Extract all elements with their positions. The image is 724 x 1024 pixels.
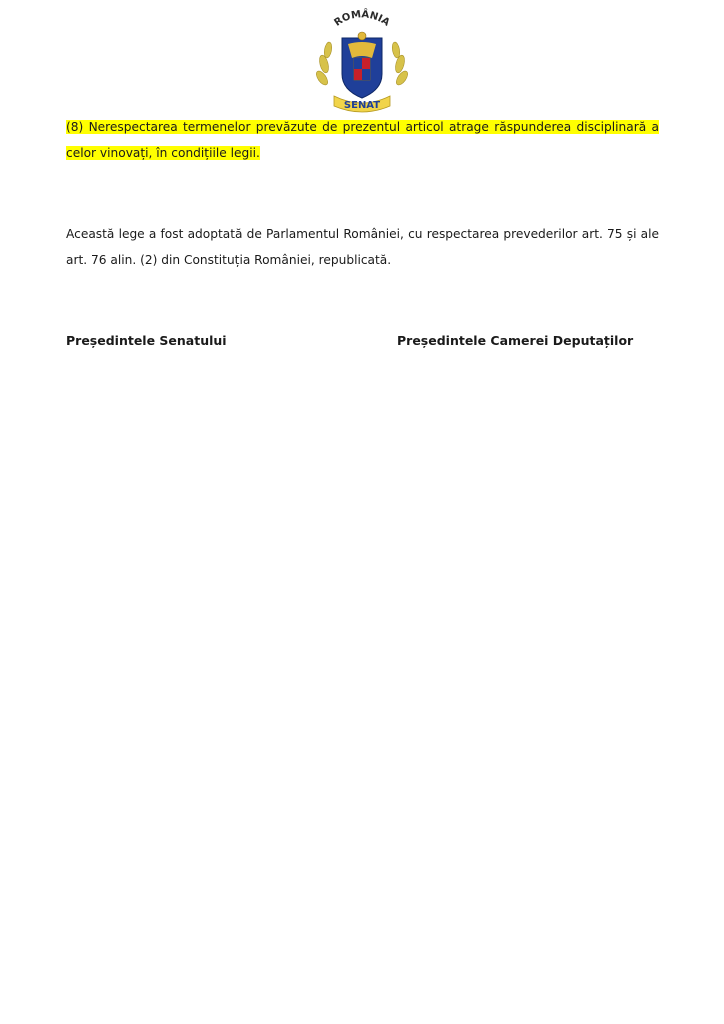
eagle-shield	[342, 32, 382, 98]
paragraph-8-text: (8) Nerespectarea termenelor prevăzute de prezentul articol atrage răspunderea disciplinară a celor vinovați, în condițiile legii.	[66, 120, 659, 160]
signature-senate-president: Președintele Senatului	[66, 333, 227, 348]
adoption-statement: Această lege a fost adoptată de Parlamentul României, cu respectarea prevederilor art. 75 și ale art. 76 alin. (2) din Constituția României, republicată.	[66, 227, 659, 267]
signature-chamber-president: Președintele Camerei Deputaților	[397, 333, 634, 348]
senate-seal-logo	[312, 6, 412, 116]
seal-country-text: ROMÂNIA	[332, 9, 392, 29]
paragraph-8	[66, 114, 659, 166]
senate-seal-icon	[312, 6, 412, 116]
seal-institution-text: SENAT	[343, 100, 381, 111]
